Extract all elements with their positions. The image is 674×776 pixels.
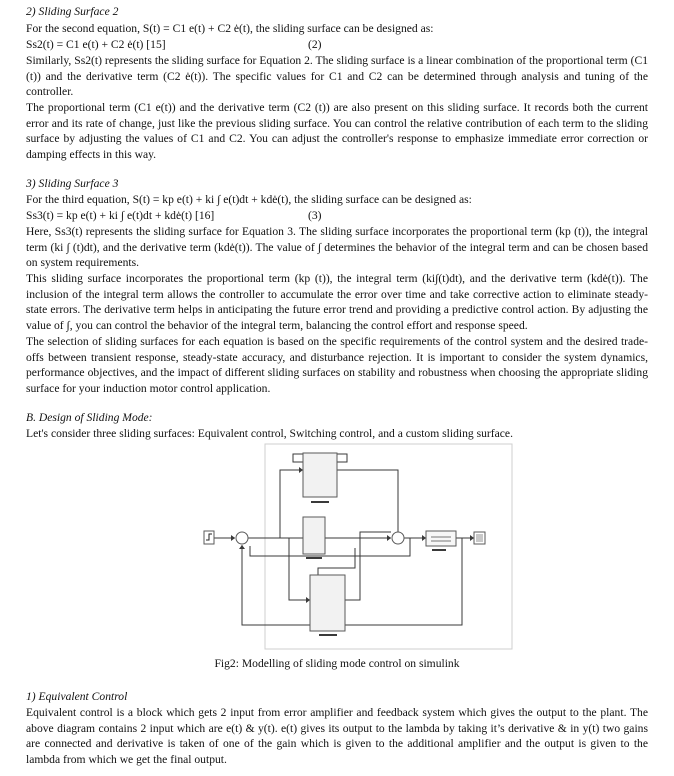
section-b-paragraph: Let's consider three sliding surfaces: Equivalent control, Switching control, and a custom sliding surface. [26, 427, 513, 440]
feedback-line [250, 538, 410, 556]
figure-caption: Fig2: Modelling of sliding mode control on simulink [214, 657, 460, 670]
section-2-intro: For the second equation, S(t) = C1 e(t) + C2 ė(t), the sliding surface can be designed as: [26, 22, 434, 35]
signal-line [280, 470, 303, 538]
section-3-heading: 3) Sliding Surface 3 [26, 177, 119, 190]
signal-line [345, 532, 391, 600]
signal-line [337, 470, 398, 532]
section-3-paragraph-3: The selection of sliding surfaces for each equation is based on the specific requirements of the control system and the desired trade-offs between transient response, steady-state accuracy, and disturbance rejection. It is important to consider the system dynamics, performance objectives, and the impact of different sliding surfaces on stability and robustness when choosing the appropriate sliding surface for your induction motor control application. [26, 335, 648, 395]
section-3-intro: For the third equation, S(t) = kp e(t) + ki ∫ e(t)dt + kdė(t), the sliding surface can be designed as: [26, 193, 472, 206]
section-2-heading: 2) Sliding Surface 2 [26, 5, 119, 18]
sum-junction-1 [236, 532, 248, 544]
figure-frame [265, 444, 512, 649]
equation-2: Ss2(t) = C1 e(t) + C2 ė(t) [15] [26, 38, 166, 51]
equation-3: Ss3(t) = kp e(t) + ki ∫ e(t)dt + kdė(t) [16] [26, 209, 215, 222]
feedback-line [242, 538, 462, 625]
section-2-paragraph-2: The proportional term (C1 e(t)) and the derivative term (C2 (t)) are also present on this sliding surface. It records both the current error and its rate of change, just like the previous sliding surface. You can control the relative contribution of each term to the sliding surface by adjusting the values of C1 and C2. You can adjust the controller's response to emphasize immediate error correction or damping effects in this way. [26, 101, 648, 161]
equation-2-number: (2) [308, 38, 322, 51]
custom-surface-block [310, 575, 345, 631]
section-3-paragraph-1: Here, Ss3(t) represents the sliding surface for Equation 3. The sliding surface incorporates the proportional term (kp (t)), the integral term (ki ∫ (t)dt), and the derivative term (kdė(t)). The value of ∫ determines the behavior of the integral term and can be chosen based on system requirements. [26, 225, 648, 270]
equation-3-number: (3) [308, 209, 322, 222]
sum-junction-2 [392, 532, 404, 544]
switching-control-block [303, 517, 325, 554]
section-1-heading: 1) Equivalent Control [26, 690, 128, 703]
section-1-paragraph: Equivalent control is a block which gets 2 input from error amplifier and feedback system which gives the output to the plant. The above diagram contains 2 input which are e(t) & y(t). e(t) gives its output to the lambda by taking it’s derivative & in y(t) two gains are connected and derivative is taken of one of the gain which is given to the additional amplifier and the output is given to the lambda from which we get the final output. [26, 706, 648, 766]
equivalent-control-block [303, 453, 337, 497]
section-3-paragraph-2: This sliding surface incorporates the proportional term (kp (t)), the integral term (ki∫(t)dt), and the derivative term (kdė(t)). The inclusion of the integral term allows the controller to accumulate the error over time and take corrective action to eliminate steady-state errors. The derivative term helps in anticipating the future error trend and providing a predictive control action. By adjusting the value of ∫, you can control the behavior of the integral term, balancing the control effort and response speed. [26, 272, 648, 332]
section-2-paragraph-1: Similarly, Ss2(t) represents the sliding surface for Equation 2. The sliding surface is a linear combination of the proportional term (C1 (t)) and the derivative term (C2 ė(t)). The specific values for C1 and C2 can be determined through analysis and tuning of the controller. [26, 54, 648, 99]
section-b-heading: B. Design of Sliding Mode: [26, 411, 153, 424]
plant-block [426, 531, 456, 546]
